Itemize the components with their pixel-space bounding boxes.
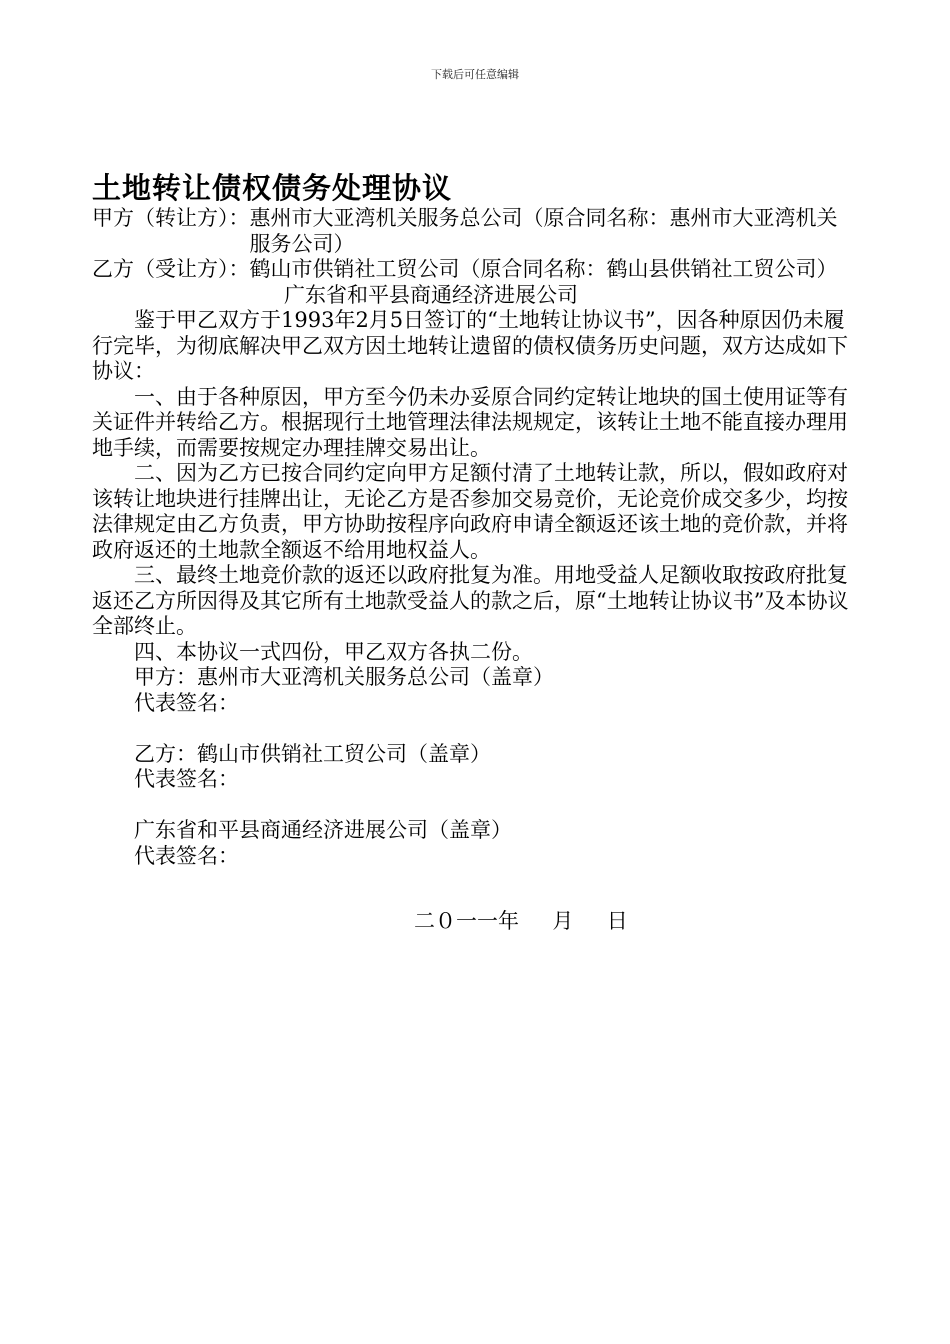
clause-3: 三、最终土地竞价款的返还以政府批复为准。用地受益人足额收取按政府批复返还乙方所因得及其它所有土地款受益人的款之后，原“土地转让协议书”及本协议全部终止。 (92, 563, 849, 638)
page-header-note: 下载后可任意编辑 (431, 68, 519, 81)
clause-1: 一、由于各种原因，甲方至今仍未办妥原合同约定转让地块的国土使用证等有关证件并转给乙方。根据现行土地管理法律法规规定，该转让土地不能直接办理用地手续，而需要按规定办理挂牌交易出让。 (92, 384, 848, 460)
signature-rep-b: 代表签名： (134, 767, 239, 791)
party-b (92, 257, 858, 283)
party-a (92, 206, 858, 257)
third-party-name: 广东省和平县商通经济进展公司 (284, 282, 578, 307)
clause-4: 四、本协议一式四份，甲乙双方各执二份。 (134, 639, 533, 664)
party-a-name: 惠州市大亚湾机关服务总公司（原合同名称：惠州市大亚湾机关服务公司） (249, 206, 838, 256)
signature-rep-a: 代表签名： (134, 690, 239, 715)
signing-date: 二０一一年 月 日 (414, 909, 628, 933)
signature-party-c: 广东省和平县商通经济进展公司（盖章） (134, 818, 512, 842)
party-a-label: 甲方（转让方）： (92, 206, 250, 230)
party-b-name: 鹤山市供销社工贸公司（原合同名称：鹤山县供销社工贸公司） (249, 257, 838, 281)
document-body (92, 206, 858, 869)
document-title: 土地转让债权债务处理协议 (92, 171, 453, 205)
signature-party-a: 甲方：惠州市大亚湾机关服务总公司（盖章） (134, 665, 554, 689)
signature-party-b: 乙方：鹤山市供销社工贸公司（盖章） (134, 741, 491, 766)
party-b-label: 乙方（受让方）： (92, 257, 250, 281)
signature-rep-c: 代表签名： (134, 843, 239, 868)
preamble-paragraph: 鉴于甲乙双方于1993年2月5日签订的“土地转让协议书”，因各种原因仍未履行完毕，为彻底解决甲乙双方因土地转让遗留的债权债务历史问题，双方达成如下协议： (92, 308, 848, 383)
clause-2: 二、因为乙方已按合同约定向甲方足额付清了土地转让款，所以，假如政府对该转让地块进行挂牌出让，无论乙方是否参加交易竞价，无论竞价成交多少，均按法律规定由乙方负责，甲方协助按程序向政府申请全额返还该土地的竞价款，并将政府返还的土地款全额返不给用地权益人。 (92, 461, 848, 562)
